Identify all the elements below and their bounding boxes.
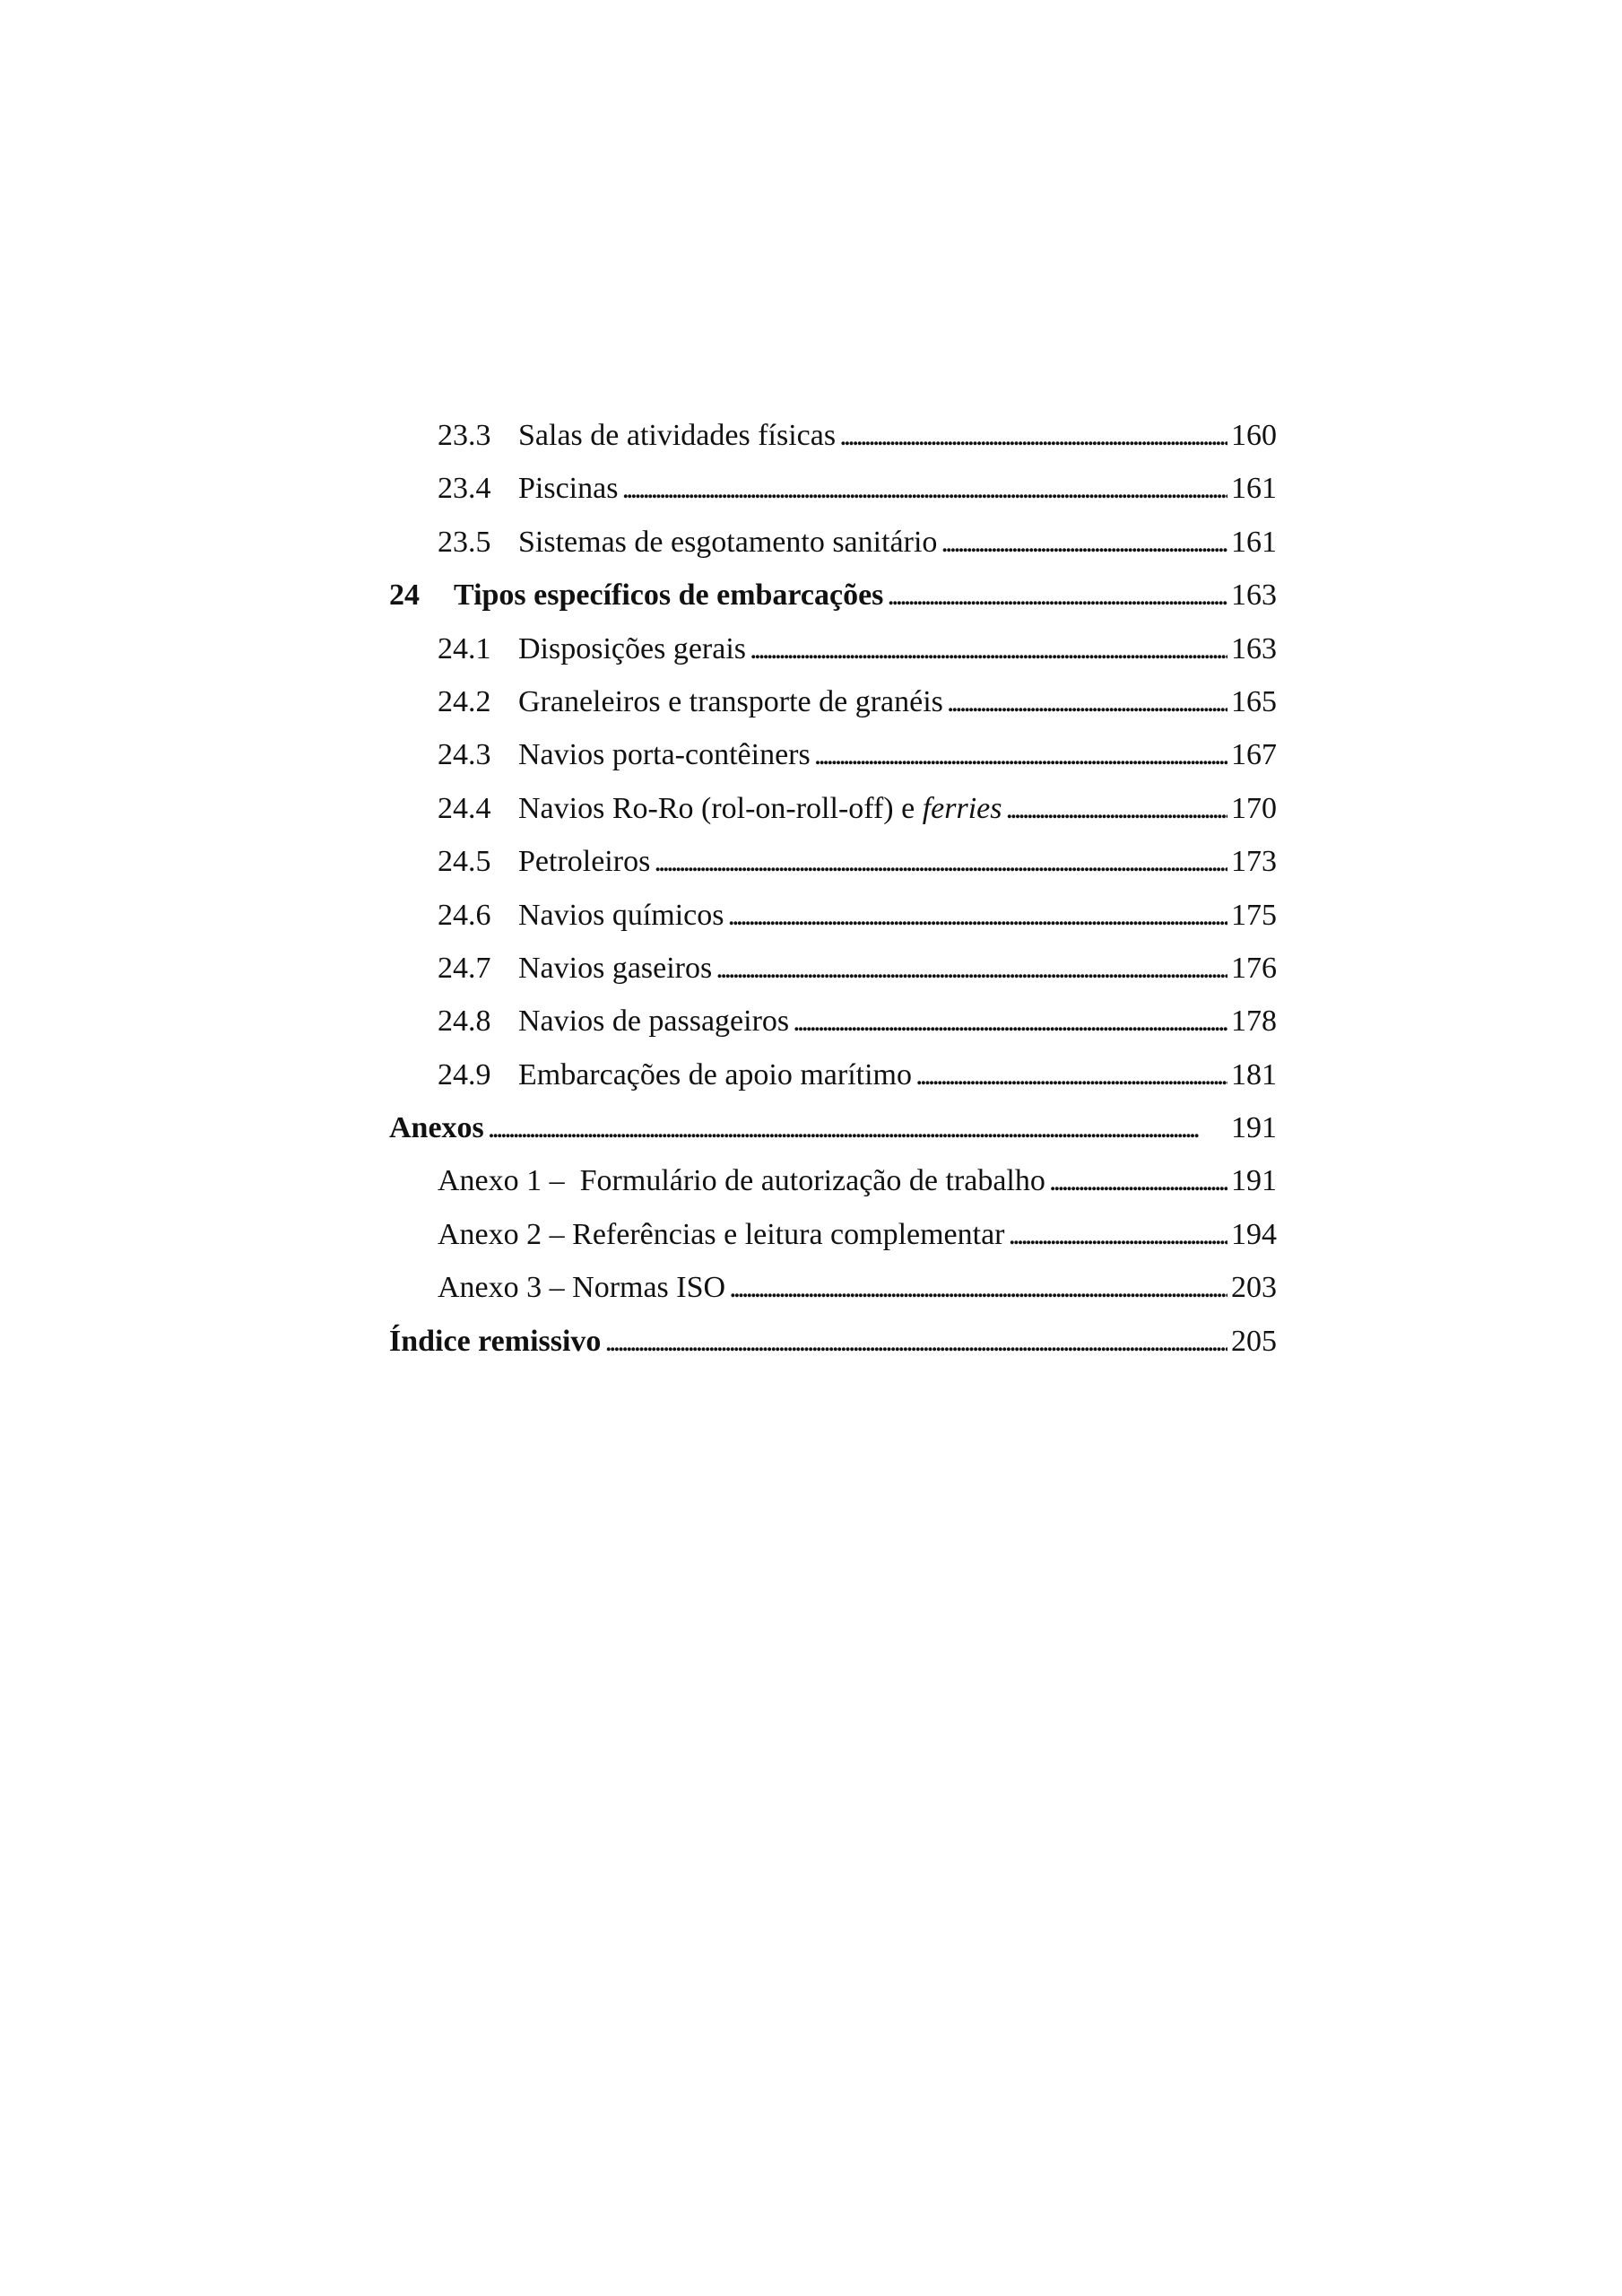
page-number: 178 (1231, 1004, 1277, 1039)
section-title-text: Navios Ro-Ro (rol-on-roll-off) e (518, 791, 923, 825)
page-number: 203 (1231, 1271, 1277, 1305)
section-title: Navios de passageiros (518, 1004, 790, 1039)
dot-leader (814, 728, 1227, 781)
toc-entry-24-6[interactable] (389, 889, 1277, 942)
page-number: 191 (1231, 1111, 1277, 1145)
page-number: 165 (1231, 684, 1277, 718)
toc-entry-24-3[interactable] (389, 728, 1277, 781)
page-number: 163 (1231, 631, 1277, 665)
dot-leader (604, 1315, 1227, 1368)
section-number: 24.6 (438, 898, 491, 932)
toc-entry-anexo-3[interactable] (389, 1261, 1277, 1314)
page-number: 173 (1231, 845, 1277, 879)
page-number: 194 (1231, 1217, 1277, 1251)
section-title: Navios porta-contêiners (518, 738, 811, 772)
dot-leader (488, 1101, 1227, 1154)
toc-entry-24-9[interactable] (389, 1048, 1277, 1101)
section-title (518, 782, 1002, 835)
page-number: 191 (1231, 1164, 1277, 1198)
section-number: 24.5 (438, 845, 491, 879)
toc-entry-anexos[interactable] (389, 1101, 1277, 1154)
dot-leader (654, 835, 1227, 888)
toc-entry-23-3[interactable] (389, 409, 1277, 462)
toc-entry-anexo-2[interactable] (389, 1208, 1277, 1261)
page-number: 160 (1231, 419, 1277, 452)
section-number: 24.2 (438, 684, 491, 718)
dot-leader (1006, 782, 1228, 835)
section-title: Anexo 2 – Referências e leitura complementar (438, 1217, 1005, 1251)
toc-entry-indice-remissivo[interactable] (389, 1315, 1277, 1368)
page-number: 176 (1231, 951, 1277, 985)
dot-leader (621, 462, 1227, 515)
section-title: Sistemas de esgotamento sanitário (518, 525, 938, 559)
toc-entry-anexo-1[interactable] (389, 1154, 1277, 1207)
dot-leader (729, 1261, 1227, 1314)
section-title: Piscinas (518, 472, 619, 506)
toc-entry-24-7[interactable] (389, 942, 1277, 995)
chapter-title: Índice remissivo (389, 1324, 602, 1358)
section-title-italic: ferries (922, 791, 1002, 825)
toc-entry-24-4[interactable] (389, 782, 1277, 835)
toc-entry-24-2[interactable] (389, 675, 1277, 728)
page-number: 163 (1231, 578, 1277, 613)
chapter-title: Tipos específicos de embarcações (454, 578, 884, 613)
toc-entry-24-5[interactable] (389, 835, 1277, 888)
page-number: 161 (1231, 472, 1277, 506)
dot-leader (1009, 1208, 1227, 1261)
chapter-number: 24 (389, 578, 420, 613)
dot-leader (947, 675, 1227, 728)
dot-leader (1049, 1154, 1227, 1207)
toc-entry-24-8[interactable] (389, 995, 1277, 1048)
section-number: 23.4 (438, 472, 491, 506)
toc-entry-23-5[interactable] (389, 516, 1277, 569)
dot-leader (716, 942, 1227, 995)
dot-leader (750, 622, 1227, 675)
dot-leader (915, 1048, 1227, 1101)
toc-entry-chapter-24[interactable] (389, 569, 1277, 622)
toc-entry-23-4[interactable] (389, 462, 1277, 515)
section-title: Anexo 1 – Formulário de autorização de trabalho (438, 1164, 1045, 1198)
section-number: 24.7 (438, 951, 491, 985)
chapter-title: Anexos (389, 1111, 484, 1145)
page-number: 175 (1231, 898, 1277, 932)
dot-leader (941, 516, 1227, 569)
dot-leader (839, 409, 1227, 462)
section-number: 23.5 (438, 525, 491, 559)
section-title: Navios gaseiros (518, 951, 713, 985)
toc-entry-24-1[interactable] (389, 622, 1277, 675)
page-number: 205 (1231, 1324, 1277, 1358)
section-number: 24.8 (438, 1004, 491, 1039)
dot-leader (727, 889, 1227, 942)
section-title: Disposições gerais (518, 631, 747, 665)
section-title: Graneleiros e transporte de granéis (518, 684, 943, 718)
table-of-contents (389, 409, 1277, 1368)
section-title: Navios químicos (518, 898, 724, 932)
section-number: 24.1 (438, 631, 491, 665)
dot-leader (793, 995, 1227, 1048)
section-title: Petroleiros (518, 845, 651, 879)
section-title: Anexo 3 – Normas ISO (438, 1271, 726, 1305)
dot-leader (887, 569, 1227, 622)
section-number: 24.9 (438, 1057, 491, 1091)
section-title: Salas de atividades físicas (518, 419, 837, 452)
section-number: 24.3 (438, 738, 491, 772)
page-number: 181 (1231, 1057, 1277, 1091)
section-number: 23.3 (438, 419, 491, 452)
section-title: Embarcações de apoio marítimo (518, 1057, 912, 1091)
page-number: 161 (1231, 525, 1277, 559)
section-number: 24.4 (438, 791, 491, 825)
page-number: 170 (1231, 791, 1277, 825)
page-number: 167 (1231, 738, 1277, 772)
